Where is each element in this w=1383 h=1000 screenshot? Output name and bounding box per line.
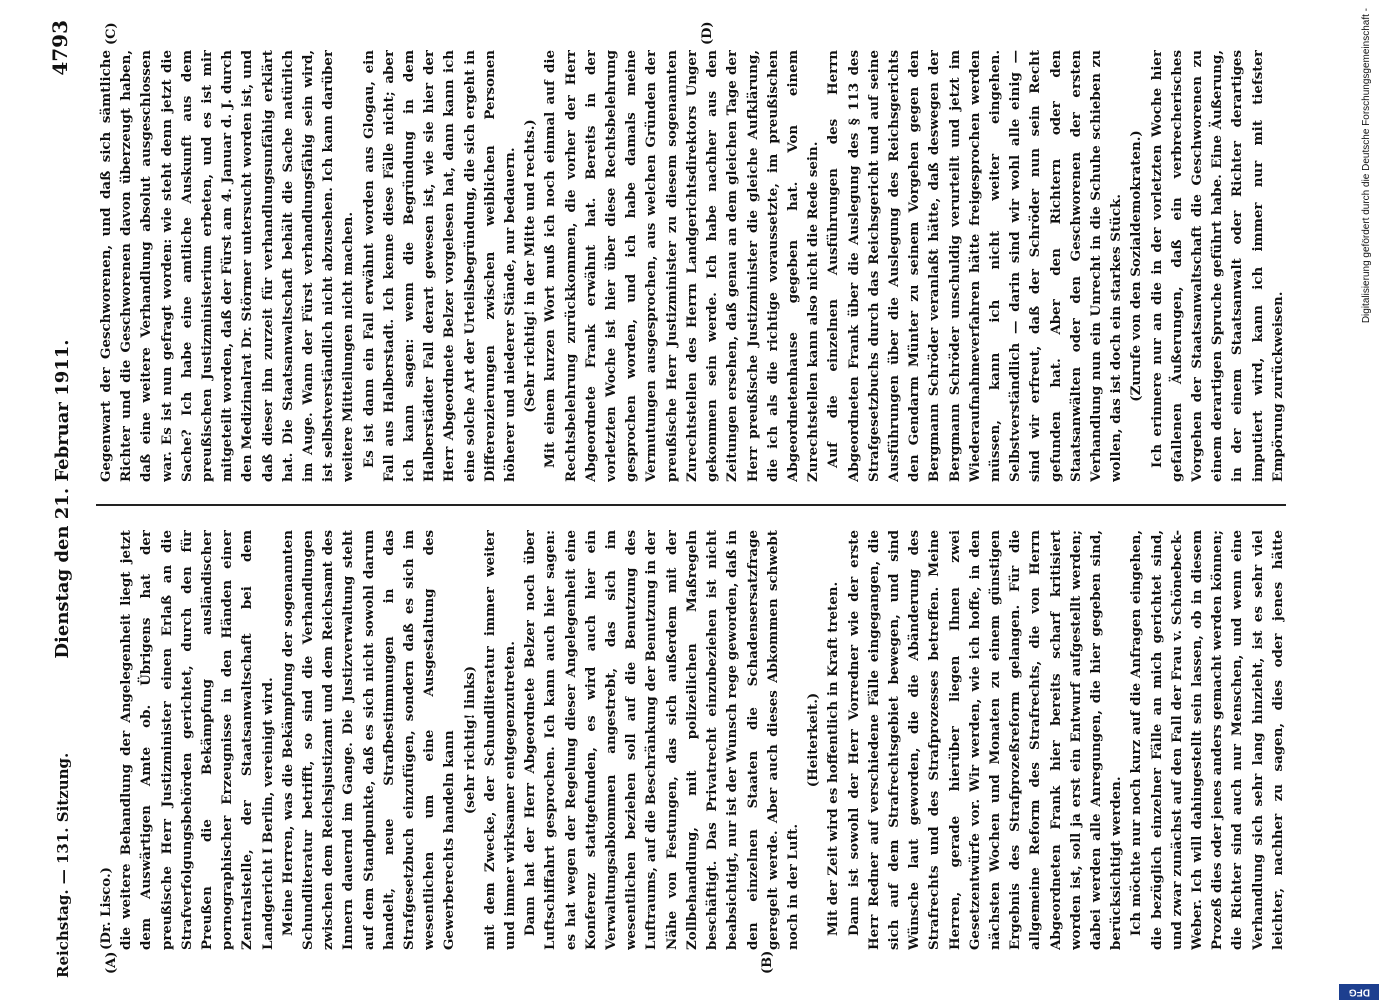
interjection: (Heiterkeit.)	[805, 692, 822, 788]
margin-marker-d: (D)	[700, 21, 715, 45]
interjection: (Zurufe von den Sozialdemokraten.)	[1128, 130, 1145, 402]
margin-marker-c: (C)	[104, 22, 119, 45]
margin-marker-b: (B)	[760, 950, 775, 974]
interjection: (sehr richtig! links)	[461, 665, 478, 815]
paragraph: Mit der Zeit wird es hoffentlich in Kraft treten.	[825, 581, 842, 936]
column-divider	[96, 504, 1286, 506]
paragraph: Dann hat der Herr Abgeordnete Belzer noch über Luftschiffahrt gesprochen. Ich kann auch hier sagen: es hat wegen der Regelung dieser Angelegenheit eine Konferenz stattgefunden, es wird auch hier ein Verwaltungsabkommen angestrebt, das sich im wesentlichen beziehen soll auf die Benutzung des Luftraums, auf die Beschränkung der Benutzung in der Nähe von Festungen, das sich außerdem mit der Zollbehandlung, mit polizeilichen Maßregeln beschäftigt. Das Privatrecht einzubeziehen ist nicht beabsichtigt, nur ist der Wunsch rege geworden, daß in den einzelnen Staaten die Schadensersatzfrage geregelt werde. Aber auch dieses Abkommen schwebt noch in der Luft.	[522, 530, 801, 950]
paragraph: Gegenwart der Geschworenen, und daß sich sämtliche Richter und die Geschworenen davon überzeugt haben, daß eine weitere Verhandlung absolut ausgeschlossen war. Es ist nun gefragt worden: wie steht denn jetzt die Sache? Ich habe eine amtliche Auskunft aus dem preußischen Justizministerium erbeten, und es ist mir mitgeteilt worden, daß der Fürst am 4. Januar d. J. durch den Medizinalrat Dr. Störmer untersucht worden ist, und daß dieser ihn zurzeit für verhandlungsunfähig erklärt hat. Die Staatsanwaltschaft behält die Sache natürlich im Auge. Wann der Fürst verhandlungsfähig sein wird, ist selbstverständlich nicht abzusehen. Ich kann darüber weitere Mitteilungen nicht machen.	[98, 50, 357, 482]
left-column	[96, 530, 1286, 950]
credit-text: Digitalisierung gefördert durch die Deutsche Forschungsgemeinschaft -	[1361, 8, 1372, 324]
paragraph: Auf die einzelnen Ausführungen des Herrn Abgeordneten Frank über die Auslegung des § 113 des Strafgesetzbuchs durch das Reichsgericht und auf seine Ausführungen über die Auslegung des Reichsgerichts den Gendarm Münter zu seinem Vorgehen gegen den Bergmann Schröder veranlaßt hätte, daß deswegen der Bergmann Schröder unschuldig verurteilt und jetzt im Wiederaufnahmeverfahren hätte freigesprochen werden müssen, kann ich nicht weiter eingehen. Selbstverständlich — darin sind wir wohl alle einig — sind wir erfreut, daß der Schröder nun sein Recht gefunden hat. Aber den Richtern oder den Staatsanwälten oder den Geschworenen der ersten Verhandlung nun ein Unrecht in die Schuhe schieben zu wollen, das ist doch ein starkes Stück.	[825, 50, 1125, 482]
paragraph: Mit einem kurzen Wort muß ich noch einmal auf die Rechtsbelehrung zurückkommen, die vorher der Herr Abgeordnete Frank erwähnt hat. Bereits in der vorletzten Woche ist hier über diese Rechtsbelehrung gesprochen worden, und ich habe damals meine Vermutungen ausgesprochen, aus welchen Gründen der preußische Herr Justizminister zu diesem sogenannten Zurechtstellen des Herrn Landgerichtsdirektors Unger gekommen sein werde. Ich habe nachher aus den Zeitungen ersehen, daß genau an dem gleichen Tage der Herr preußische Justizminister die gleiche Aufklärung, die ich als die richtige voraussetzte, im preußischen Abgeordnetenhause gegeben hat. Von einem Zurechtstellen kann also nicht die Rede sein.	[542, 50, 822, 482]
dfg-logo: DFG	[1339, 984, 1379, 1000]
right-column	[96, 50, 1286, 482]
paragraph: mit dem Zwecke, der Schundliteratur immer weiter und immer wirksamer entgegenzutreten.	[481, 530, 519, 950]
header-date: Dienstag den 21. Februar 1911.	[52, 339, 73, 659]
paragraph: Dann ist sowohl der Herr Vorredner wie der erste Herr Redner auf verschiedene Fälle eingegangen, die sich auf dem Strafrechtsgebiet bewegen, und sind Wünsche laut geworden, die die Abänderung des Strafrechts und des Strafprozesses betreffen. Meine Herren, gerade hierüber liegen Ihnen zwei Gesetzentwürfe vor. Wir werden, wie ich hoffe, in den nächsten Wochen und Monaten zu einem günstigen Ergebnis des Strafprozeßreform gelangen. Für die allgemeine Reform des Strafrechts, die von Herrn Abgeordneten Frank hier bereits scharf kritisiert worden ist, soll ja erst ein Entwurf aufgestellt werden; dabei werden alle Anregungen, die hier gegeben sind, berücksichtigt werden.	[845, 530, 1125, 950]
speaker-tag: (Dr. Lisco.)	[98, 867, 114, 950]
paragraph: Meine Herren, was die Bekämpfung der sogenannten Schundliteratur betrifft, so sind die Verhandlungen zwischen dem Reichsjustizamt und dem Reichsamt des Innern dauernd im Gange. Die Justizverwaltung steht auf dem Standpunkte, daß es sich nicht sowohl darum handelt, neue Strafbestimmungen in das Strafgesetzbuch einzufügen, sondern daß es sich im wesentlichen um eine Ausgestaltung des Gewerberechts handeln kann	[279, 530, 458, 950]
page-number: 4793	[48, 20, 72, 76]
paragraph: die weitere Behandlung der Angelegenheit liegt jetzt dem Auswärtigen Amte ob. Übrigens hat der preußische Herr Justizminister einen Erlaß an die Strafverfolgungsbehörden gerichtet, durch den für Preußen die Bekämpfung ausländischer pornographischer Erzeugnisse in den Händen einer Zentralstelle, der Staatsanwaltschaft bei dem Landgericht I Berlin, vereinigt wird.	[118, 530, 276, 950]
interjection: (Sehr richtig! in der Mitte und rechts.)	[522, 119, 539, 413]
header-left: Reichstag. — 131. Sitzung.	[54, 752, 72, 978]
margin-marker-a: (A)	[104, 951, 119, 974]
digitization-credit	[1361, 8, 1377, 998]
paragraph: Ich möchte nur noch kurz auf die Anfragen eingehen, die bezüglich einzelner Fälle an mich gerichtet sind, und zwar zunächst auf den Fall der Frau v. Schönebeck-Weber. Ich will dahingestellt sein lassen, ob in diesem Prozeß dies oder jenes anders gemacht werden können; die Richter sind auch nur Menschen, und wenn eine Verhandlung sich sehr lang hinzieht, ist es sehr viel leichter, nachher zu sagen, dies oder jenes hätte	[1128, 530, 1286, 950]
running-head	[48, 20, 78, 978]
paragraph: Ich erinnere nur an die in der vorletzten Woche hier gefallenen Äußerungen, daß ein verbrecherisches Vorgehen der Staatsanwaltschaft die Geschworenen zu einem derartigen Spruche geführt habe. Eine Äußerung, in der einem Staatsanwalt oder Richter derartiges imputiert wird, kann ich immer nur mit tiefster Empörung zurückweisen.	[1148, 50, 1286, 482]
paragraph: Es ist dann ein Fall erwähnt worden aus Glogau, ein Fall aus Halberstadt. Ich kenne diese Fälle nicht; aber ich kann sagen: wenn die Begründung in dem Halberstädter Fall derart gewesen ist, wie sie hier der Herr Abgeordnete Belzer vorgelesen hat, dann kann ich eine solche Art der Urteilsbegründung, die sich ergeht in Differenzierungen zwischen weiblichen Personen höherer und niederer Stände, nur bedauern.	[360, 50, 519, 482]
